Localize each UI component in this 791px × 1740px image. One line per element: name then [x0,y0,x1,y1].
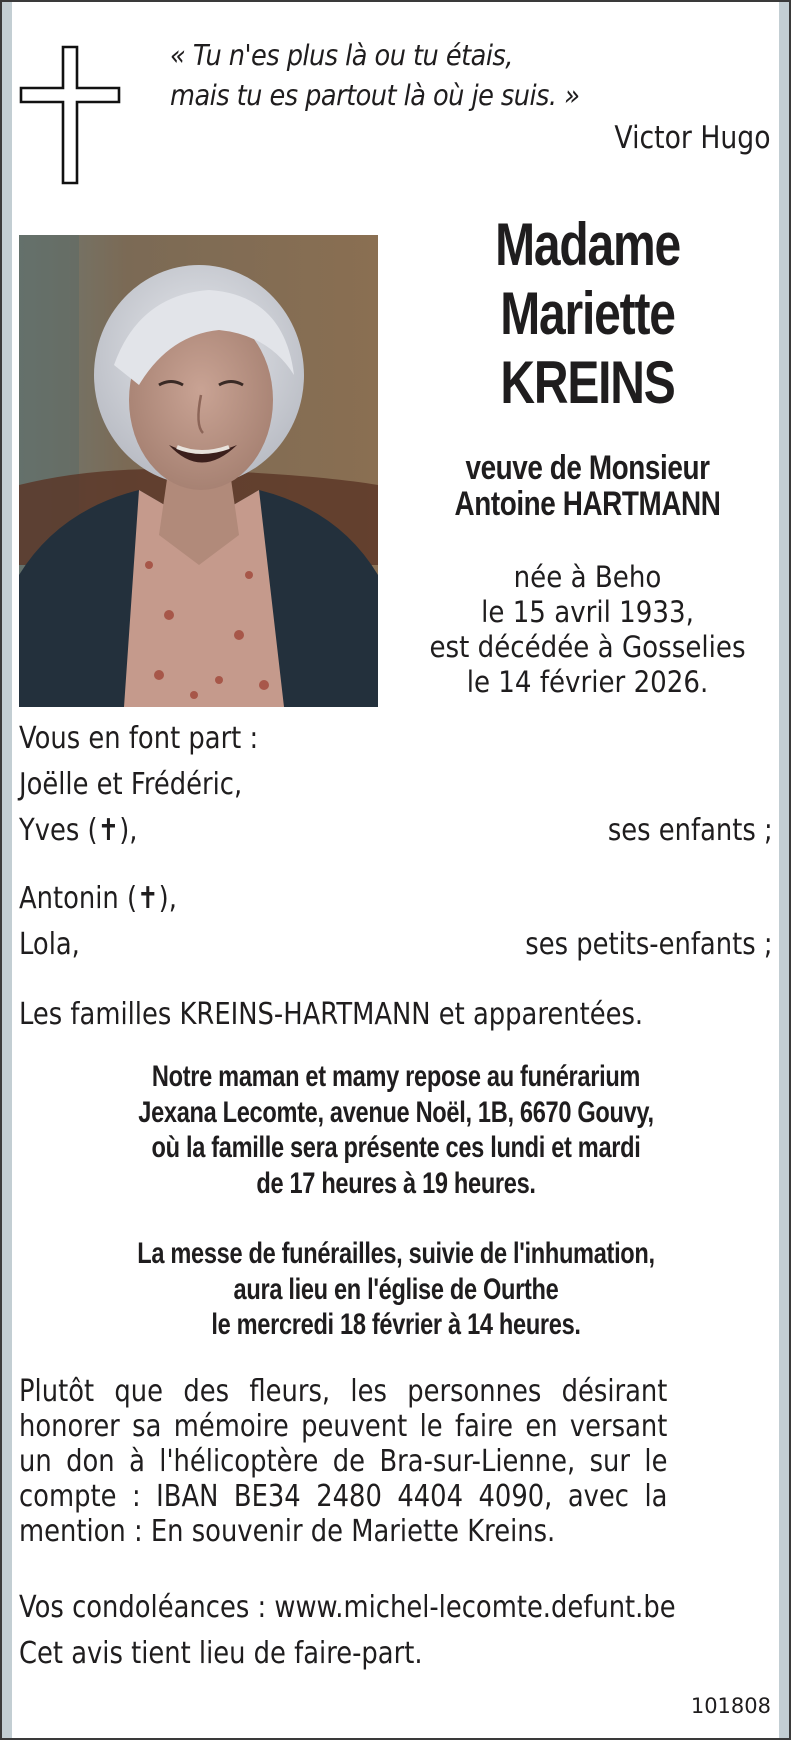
donation-word: des [183,1374,230,1409]
donation-word: IBAN [156,1479,219,1514]
grandchildren-relation: ses petits-enfants ; [525,927,773,962]
death-place: est décédée à Gosselies [429,630,746,664]
death-date: le 14 février 2026. [466,665,709,699]
donation-word: désirant [561,1374,668,1409]
grandchild-name: Lola, [19,927,80,962]
deceased-photo [19,235,378,707]
funeral-line: le mercredi 18 février à 14 heures. [211,1308,581,1341]
donation-word: de [332,1444,366,1479]
donation-word: 2480 [316,1479,382,1514]
family-intro: Vous en font part : [19,721,259,756]
donation-word: mémoire [173,1409,289,1444]
visitation-line: de 17 heures à 19 heures. [256,1166,536,1200]
donation-word: fleurs, [249,1374,331,1409]
quote-line-1: « Tu n'es plus là ou tu étais, [170,39,513,72]
birth-date: le 15 avril 1933, [481,595,694,629]
funeral-info [19,1236,773,1343]
child-name: Joëlle et Frédéric, [19,767,243,802]
latin-cross-icon [19,45,121,185]
left-margin-strip [2,2,12,1738]
donation-mention: mention : En souvenir de Mariette Kreins. [19,1514,556,1549]
donation-line [19,1479,773,1514]
donation-word: à [129,1444,145,1479]
donation-request [19,1374,773,1549]
donation-word: don [66,1444,115,1479]
donation-word: BE34 [233,1479,301,1514]
donation-line [19,1374,773,1409]
name-last: KREINS [500,349,675,416]
donation-line [19,1409,773,1444]
name-title: Madame [495,211,680,278]
extended-family: Les familles KREINS-HARTMANN et apparentées. [19,997,644,1032]
widow-line-1: veuve de Monsieur [465,449,710,487]
right-margin-strip [779,2,789,1738]
donation-word: sa [132,1409,162,1444]
deceased-name [395,210,780,417]
donation-word: un [19,1444,52,1479]
donation-word: sur [589,1444,630,1479]
epigraph-quote [170,36,579,116]
birth-place: née à Beho [513,560,662,594]
quote-author: Victor Hugo [614,120,771,156]
donation-word: 4404 [397,1479,464,1514]
donation-word: avec [567,1479,629,1514]
birth-death-info [395,560,780,700]
donation-word: 4090, [478,1479,553,1514]
quote-line-2: mais tu es partout là où je suis. » [170,79,580,112]
name-first: Mariette [500,280,675,347]
donation-word: Plutôt [19,1374,95,1409]
donation-line-words [19,1479,667,1514]
donation-line-words [19,1374,667,1409]
donation-word: la [644,1479,668,1514]
donation-word: les [350,1374,387,1409]
child-name: Yves (✝), [19,813,138,848]
donation-word: compte [19,1479,117,1514]
portrait-image [19,235,378,707]
notice-statement: Cet avis tient lieu de faire-part. [19,1636,423,1671]
children-relation: ses enfants ; [608,813,773,848]
condolences-link[interactable]: Vos condoléances : www.michel-lecomte.defunt.be [19,1590,676,1625]
reference-number: 101808 [690,1694,771,1718]
donation-word: : [131,1479,141,1514]
visitation-info [19,1059,773,1201]
donation-word: honorer [19,1409,120,1444]
donation-word: Bra-sur-Lienne, [379,1444,576,1479]
donation-word: peuvent [301,1409,408,1444]
donation-word: le [419,1409,443,1444]
donation-word: l'hélicoptère [159,1444,319,1479]
funeral-line: La messe de funérailles, suivie de l'inhumation, [137,1237,655,1270]
donation-word: faire [455,1409,513,1444]
widow-of [395,450,780,522]
visitation-line: où la famille sera présente ces lundi et mardi [151,1131,641,1164]
donation-word: que [114,1374,164,1409]
donation-word: en [525,1409,558,1444]
donation-line [19,1444,773,1479]
widow-line-2: Antoine HARTMANN [454,485,721,523]
donation-line-words [19,1409,667,1444]
donation-line-words [19,1444,667,1479]
visitation-line: Jexana Lecomte, avenue Noël, 1B, 6670 Gouvy, [138,1095,654,1129]
donation-word: le [644,1444,668,1479]
funeral-line: aura lieu en l'église de Ourthe [233,1272,559,1306]
donation-word: personnes [407,1374,542,1409]
donation-word: versant [569,1409,668,1444]
visitation-line: Notre maman et mamy repose au funérarium [151,1060,641,1093]
grandchild-name: Antonin (✝), [19,881,177,916]
